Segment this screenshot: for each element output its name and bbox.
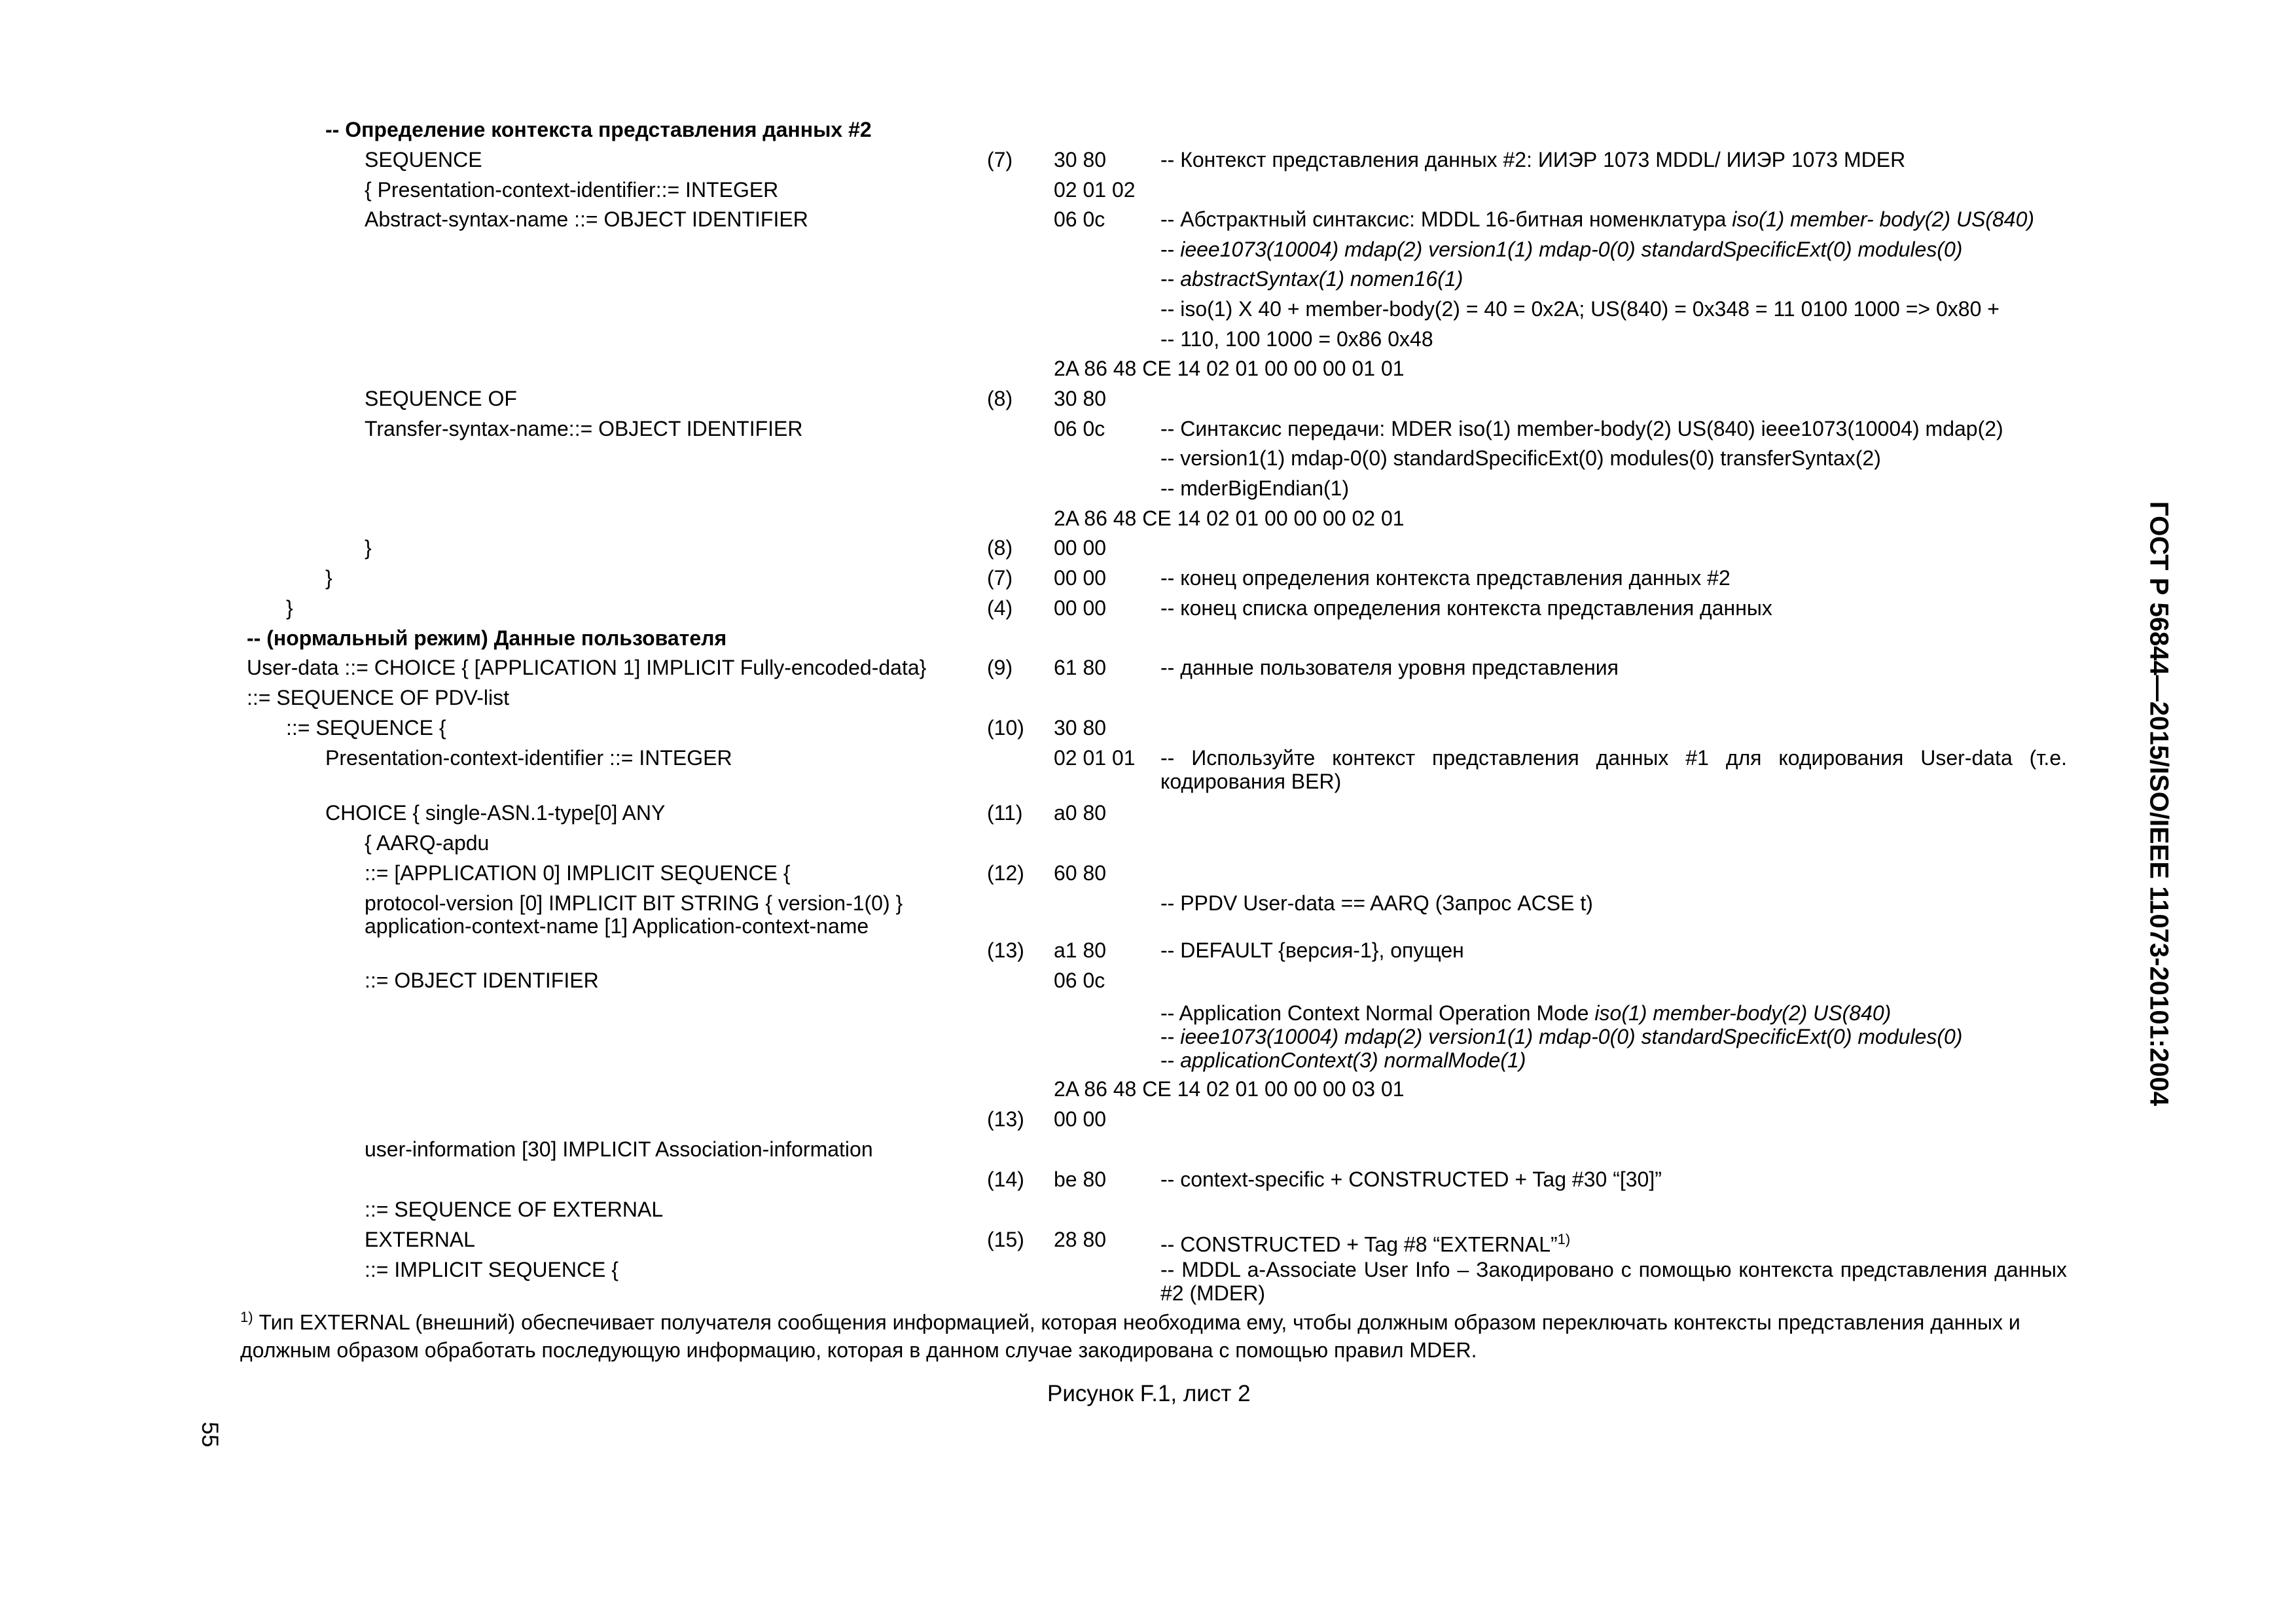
comment xyxy=(1160,1168,1662,1191)
comment-italic-text: ieee1073(10004) mdap(2) version1(1) mdap-0(0) standardSpecificExt(0) modules(0) xyxy=(1180,238,1963,261)
comment-text: -- xyxy=(1160,1048,1181,1072)
asn1-definition: CHOICE { single-ASN.1-type[0] ANY xyxy=(325,801,666,825)
comment-text: -- CONSTRUCTED + Tag #8 “EXTERNAL” xyxy=(1160,1232,1558,1257)
hex-encoding: 2A 86 48 CE 14 02 01 00 00 00 03 01 xyxy=(1054,1077,1405,1101)
footnote xyxy=(240,1304,2076,1364)
comment xyxy=(1160,1025,1962,1048)
hex-encoding: 30 80 xyxy=(1054,148,1107,171)
hex-encoding: a0 80 xyxy=(1054,801,1107,825)
comment-text: -- Используйте контекст представления данных #1 для кодирования User-data (т.е. кодирования BER) xyxy=(1160,746,2067,793)
hex-encoding: 2A 86 48 CE 14 02 01 00 00 00 02 01 xyxy=(1054,507,1405,530)
asn1-definition: } xyxy=(365,536,372,560)
tag-number: (13) xyxy=(987,1107,1024,1131)
hex-encoding: 00 00 xyxy=(1054,596,1107,620)
comment xyxy=(1160,656,1619,679)
comment-text: -- version1(1) mdap-0(0) standardSpecificExt(0) modules(0) transferSyntax(2) xyxy=(1160,446,1881,470)
asn1-definition: ::= SEQUENCE { xyxy=(286,716,446,740)
asn1-definition: Abstract-syntax-name ::= OBJECT IDENTIFIER xyxy=(365,207,808,231)
asn1-definition: Presentation-context-identifier ::= INTEGER xyxy=(325,746,732,770)
asn1-definition: Transfer-syntax-name::= OBJECT IDENTIFIER xyxy=(365,417,803,440)
standard-designation: ГОСТ Р 56844—2015/ISO/IEEE 11073-20101:2004 xyxy=(2144,501,2174,1106)
tag-number: (7) xyxy=(987,148,1013,171)
comment-italic-text: ieee1073(10004) mdap(2) version1(1) mdap-0(0) standardSpecificExt(0) modules(0) xyxy=(1180,1025,1963,1048)
comment xyxy=(1160,267,1463,291)
comment-text: -- данные пользователя уровня представления xyxy=(1160,656,1619,679)
asn1-definition: User-data ::= CHOICE { [APPLICATION 1] IMPLICIT Fully-encoded-data} xyxy=(247,656,927,679)
footnote-mark: 1) xyxy=(240,1309,253,1325)
asn1-definition: SEQUENCE OF xyxy=(365,387,517,410)
comment-text: -- iso(1) X 40 + member-body(2) = 40 = 0x2A; US(840) = 0x348 = 11 0100 1000 => 0x80 + xyxy=(1160,297,2000,321)
asn1-definition: } xyxy=(286,596,293,620)
page-number: 55 xyxy=(197,1421,223,1448)
comment xyxy=(1160,1258,2067,1305)
tag-number: (8) xyxy=(987,387,1013,410)
hex-encoding: 02 01 02 xyxy=(1054,178,1136,202)
tag-number: (8) xyxy=(987,536,1013,560)
comment xyxy=(1160,1228,1570,1257)
comment xyxy=(1160,1001,1891,1025)
tag-number: (9) xyxy=(987,656,1013,679)
asn1-definition: SEQUENCE xyxy=(365,148,482,171)
asn1-definition: { Presentation-context-identifier::= INTEGER xyxy=(365,178,779,202)
asn1-definition: protocol-version [0] IMPLICIT BIT STRING { version-1(0) } xyxy=(365,891,903,915)
hex-encoding: 28 80 xyxy=(1054,1228,1107,1251)
comment xyxy=(1160,207,2034,231)
hex-encoding: 30 80 xyxy=(1054,387,1107,410)
hex-encoding: 06 0c xyxy=(1054,207,1105,231)
tag-number: (13) xyxy=(987,938,1024,962)
comment xyxy=(1160,596,1772,620)
asn1-definition: ::= OBJECT IDENTIFIER xyxy=(365,969,599,992)
tag-number: (4) xyxy=(987,596,1013,620)
comment-text: -- context-specific + CONSTRUCTED + Tag #30 “[30]” xyxy=(1160,1168,1662,1191)
asn1-definition: ::= [APPLICATION 0] IMPLICIT SEQUENCE { xyxy=(365,861,791,885)
comment-text: -- xyxy=(1160,238,1181,261)
hex-encoding: 60 80 xyxy=(1054,861,1107,885)
hex-encoding: 02 01 01 xyxy=(1054,746,1136,770)
tag-number: (11) xyxy=(987,801,1023,825)
comment xyxy=(1160,476,1349,500)
comment xyxy=(1160,891,1593,915)
comment-italic-text: applicationContext(3) normalMode(1) xyxy=(1180,1048,1526,1072)
tag-number: (14) xyxy=(987,1168,1024,1191)
asn1-definition: application-context-name [1] Application-context-name xyxy=(365,914,869,938)
hex-encoding: 06 0c xyxy=(1054,969,1105,992)
comment xyxy=(1160,1048,1526,1072)
comment-text: -- Абстрактный синтаксис: MDDL 16-битная номенклатура xyxy=(1160,207,1732,231)
comment-text: -- 110, 100 1000 = 0x86 0x48 xyxy=(1160,327,1433,351)
footnote-text: Тип EXTERNAL (внешний) обеспечивает получателя сообщения информацией, которая необходима ему, чтобы должным образом переключать контексты представления данных и должным образом обработать последующую информацию, которая в данном случае закодирована с помощью правил MDER. xyxy=(240,1310,2020,1362)
figure-caption: Рисунок F.1, лист 2 xyxy=(1047,1381,1251,1406)
comment xyxy=(1160,327,1433,351)
comment-italic-text: iso(1) member- body(2) US(840) xyxy=(1732,207,2035,231)
comment-text: -- mderBigEndian(1) xyxy=(1160,476,1350,500)
asn1-definition: { AARQ-apdu xyxy=(365,831,490,855)
comment-text: -- xyxy=(1160,267,1181,291)
footnote-reference: 1) xyxy=(1557,1231,1571,1247)
hex-encoding: 61 80 xyxy=(1054,656,1107,679)
asn1-definition: } xyxy=(325,566,332,590)
hex-encoding: a1 80 xyxy=(1054,938,1107,962)
comment-text: -- конец списка определения контекста представления данных xyxy=(1160,596,1772,620)
tag-number: (10) xyxy=(987,716,1024,740)
comment-text: -- Контекст представления данных #2: ИИЭР 1073 MDDL/ ИИЭР 1073 MDER xyxy=(1160,148,1906,171)
comment-text: -- xyxy=(1160,1025,1181,1048)
comment-italic-text: abstractSyntax(1) nomen16(1) xyxy=(1180,267,1463,291)
asn1-definition: ::= SEQUENCE OF EXTERNAL xyxy=(365,1198,664,1221)
asn1-definition: ::= SEQUENCE OF PDV-list xyxy=(247,686,509,709)
comment xyxy=(1160,566,1731,590)
hex-encoding: be 80 xyxy=(1054,1168,1107,1191)
tag-number: (12) xyxy=(987,861,1024,885)
asn1-definition: user-information [30] IMPLICIT Association-information xyxy=(365,1137,873,1161)
comment xyxy=(1160,417,2003,440)
comment-text: -- PPDV User-data == AARQ (Запрос ACSE t) xyxy=(1160,891,1593,915)
asn1-definition: ::= IMPLICIT SEQUENCE { xyxy=(365,1258,619,1281)
comment-text: -- Синтаксис передачи: MDER iso(1) member-body(2) US(840) ieee1073(10004) mdap(2) xyxy=(1160,417,2003,440)
section-heading: -- (нормальный режим) Данные пользователя xyxy=(247,626,727,650)
asn1-definition: EXTERNAL xyxy=(365,1228,475,1251)
comment-text: -- Application Context Normal Operation Mode xyxy=(1160,1001,1595,1025)
comment xyxy=(1160,238,1962,261)
comment-text: -- MDDL a-Associate User Info – Закодировано с помощью контекста представления данных #2 (MDER) xyxy=(1160,1258,2067,1305)
comment xyxy=(1160,446,1881,470)
hex-encoding: 2A 86 48 CE 14 02 01 00 00 00 01 01 xyxy=(1054,357,1405,380)
hex-encoding: 06 0c xyxy=(1054,417,1105,440)
hex-encoding: 00 00 xyxy=(1054,536,1107,560)
tag-number: (7) xyxy=(987,566,1013,590)
comment xyxy=(1160,938,1464,962)
comment xyxy=(1160,148,1905,171)
tag-number: (15) xyxy=(987,1228,1024,1251)
section-heading: -- Определение контекста представления данных #2 xyxy=(325,118,872,141)
comment-text: -- DEFAULT {версия-1}, опущен xyxy=(1160,938,1464,962)
hex-encoding: 00 00 xyxy=(1054,566,1107,590)
comment xyxy=(1160,297,2000,321)
hex-encoding: 30 80 xyxy=(1054,716,1107,740)
comment xyxy=(1160,746,2067,793)
comment-text: -- конец определения контекста представления данных #2 xyxy=(1160,566,1731,590)
comment-italic-text: iso(1) member-body(2) US(840) xyxy=(1594,1001,1892,1025)
hex-encoding: 00 00 xyxy=(1054,1107,1107,1131)
